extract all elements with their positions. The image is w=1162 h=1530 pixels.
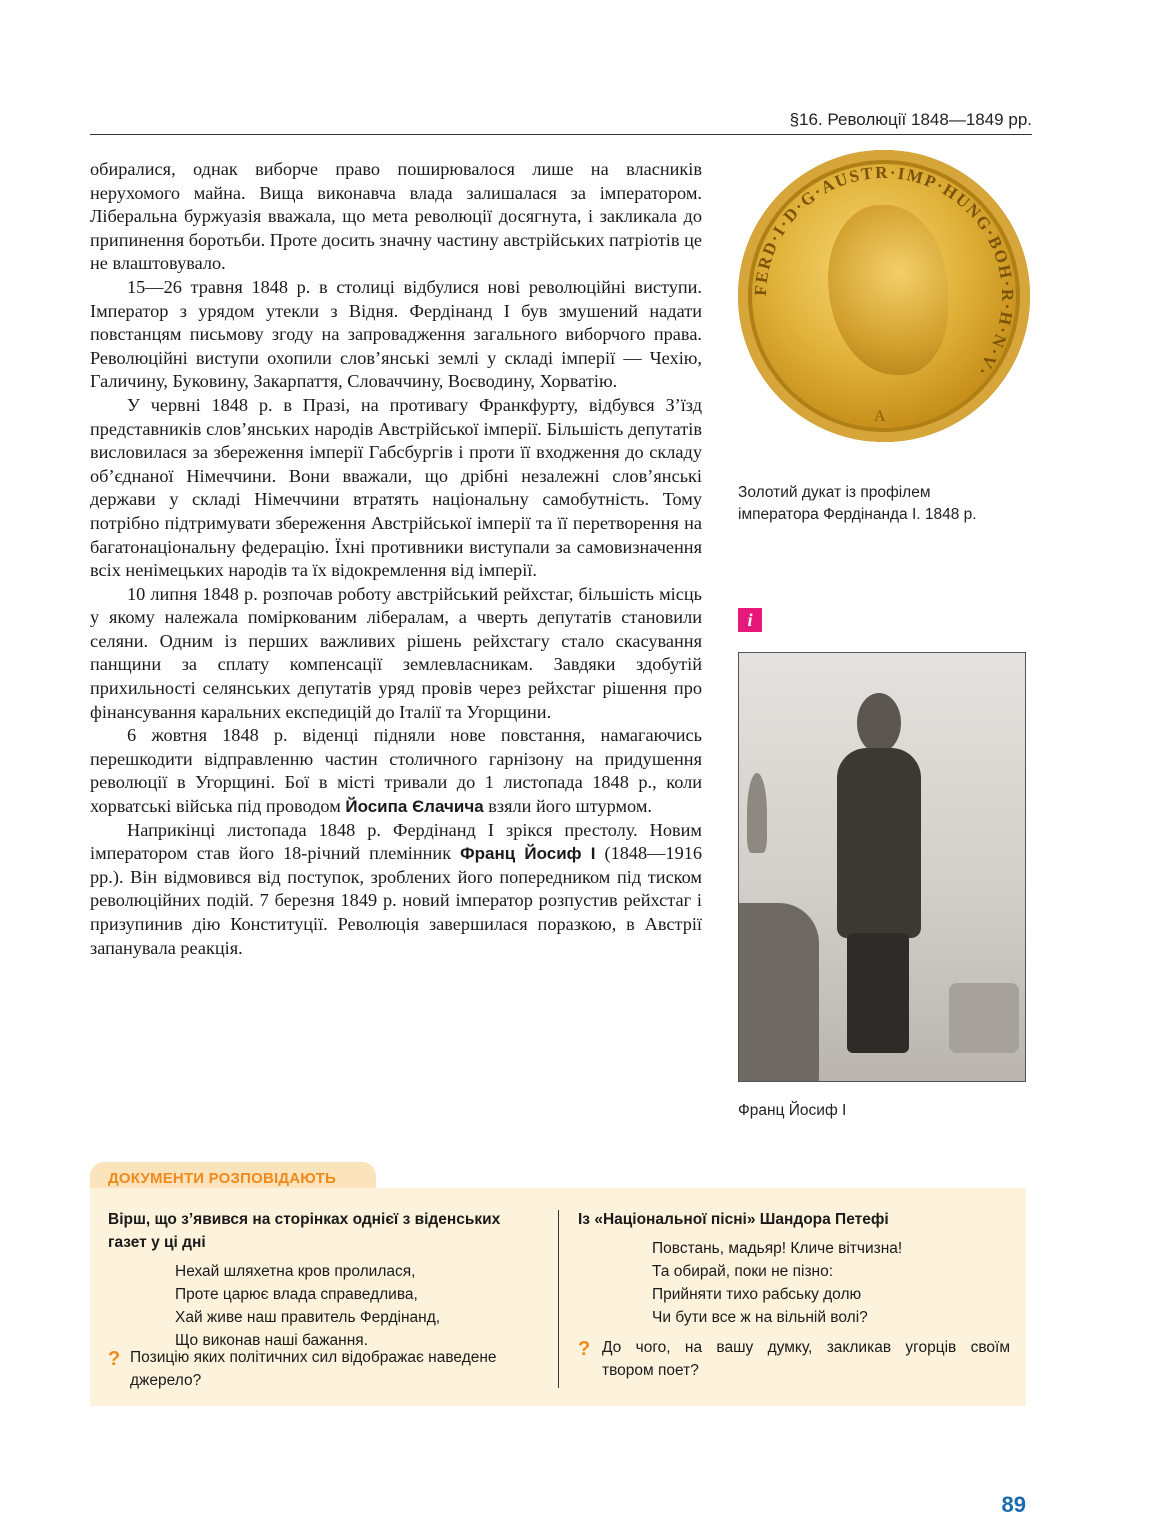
coin-mint-letter: A	[874, 408, 886, 425]
page-number: 89	[1001, 1492, 1026, 1517]
portrait-legs	[847, 933, 909, 1053]
left-poem-line: Проте царює влада справедлива,	[175, 1286, 418, 1303]
left-question-line-1: Позицію яких політичних сил відображає наведене	[130, 1349, 497, 1366]
paragraph-5-text-b: взяли його штурмом.	[483, 796, 652, 817]
paragraph-5-text-a: 6 жовтня 1848 р. віденці підняли нове повстання, намагаючись перешкодити відправленню частин столичного гарнізону на придушення революції в Угорщині. Бої в місті тривали до 1 листопада 1848 р., коли хорватські війська під проводом	[90, 725, 702, 817]
coin-caption-line-1: Золотий дукат із профілем	[738, 484, 931, 501]
paragraph-4: 10 липня 1848 р. розпочав роботу австрійський рейхстаг, більшість місць у якому належала поміркованим лібералам, а чверть депутатів становили селяни. Одним із перших важливих рішень рейхстагу стало скасування панщини за сплату компенсації землевласникам. Завдяки здобутій прихильності селянських депутатів уряд провів через рейхстаг рішення про фінансування каральних експедицій до Італії та Угорщини.	[90, 583, 702, 722]
paragraph-1: обиралися, однак виборче право поширювалося лише на власників нерухомого майна. Вища виконавча влада залишалася за імператором. Ліберальна буржуазія вважала, що мета революції досягнута, і закликала до припинення боротьби. Проте досить значну частину австрійських патріотів це не влаштовувало.	[90, 159, 702, 274]
paragraph-6-text-b: (1848—1916 рр.). Він відмовився від поступок, зроблених його попередником під тиском революційних подій. 7 березня 1849 р. новий імператор розпустив рейхстаг і призупинив дію Конституції. Революція завершилася поразкою, в Австрії запанувала реакція.	[90, 843, 702, 958]
left-doc-heading-line-2: газет у ці дні	[108, 1234, 206, 1251]
name-franz-joseph: Франц Йосиф І	[460, 844, 596, 864]
right-doc-heading: Із «Національної пісні» Шандора Петефі	[578, 1211, 889, 1228]
paragraph-3: У червні 1848 р. в Празі, на противагу Франкфурту, відбувся З’їзд представників слов’янських народів Австрійської імперії. Більшість депутатів висловилася за збереження імперії Габсбургів і проти її входження до складу об’єднаної Німеччини. Вони вважали, що дрібні незалежні слов’янські держави у складі Німеччини втратять національну самобутність. Тому потрібно підтримувати збереження Австрійської імперії та її перетворення на багатонаціональну федерацію. Їхні противники виступали за самовизначення всіх ненімецьких народів та їх відокремлення від імперії.	[90, 394, 702, 581]
left-question-line-2: джерело?	[130, 1372, 202, 1389]
left-doc-heading	[108, 1208, 548, 1254]
portrait-drapery	[739, 903, 819, 1082]
portrait-caption: Франц Йосиф І	[738, 1102, 847, 1119]
right-question	[602, 1336, 1010, 1382]
coin-caption-line-2: імператора Фердінанда І. 1848 р.	[738, 506, 977, 523]
question-mark-icon: ?	[578, 1338, 591, 1360]
paragraph-5	[90, 724, 702, 818]
documents-left-column	[108, 1208, 548, 1352]
paragraph-6	[90, 819, 702, 961]
left-poem	[175, 1260, 548, 1352]
left-poem-line: Хай живе наш правитель Фердінанд,	[175, 1309, 441, 1326]
question-mark-icon: ?	[108, 1348, 121, 1370]
portrait-head	[857, 693, 901, 753]
info-icon: i	[738, 608, 762, 632]
documents-divider	[558, 1210, 559, 1388]
left-poem-line: Нехай шляхетна кров пролилася,	[175, 1263, 416, 1280]
coin-caption	[738, 482, 977, 526]
documents-tab-label: ДОКУМЕНТИ РОЗПОВІДАЮТЬ	[108, 1170, 336, 1187]
paragraph-6-text-a: Наприкінці листопада 1848 р. Фердінанд I зрікся престолу. Новим імператором став його 18-річний племінник	[90, 819, 702, 864]
portrait-uniform	[837, 748, 921, 938]
main-text	[90, 158, 702, 960]
portrait-chair	[949, 983, 1019, 1053]
right-question-line-1: До чого, на вашу думку, закликав угорців своїм	[602, 1339, 1010, 1356]
gold-ducat-image	[738, 150, 1030, 442]
right-question-line-2: твором поет?	[602, 1362, 699, 1379]
right-poem-line: Та обирай, поки не пізно:	[652, 1263, 834, 1280]
header-rule	[90, 134, 1032, 135]
right-poem-line: Чи бути все ж на вільній волі?	[652, 1309, 868, 1326]
left-poem-line: Що виконав наші бажання.	[175, 1332, 368, 1349]
left-question	[130, 1346, 550, 1392]
right-poem-line: Повстань, мадьяр! Кличе вітчизна!	[652, 1240, 903, 1257]
portrait-plume	[747, 773, 767, 853]
running-header: §16. Революції 1848—1849 рр.	[789, 110, 1032, 129]
left-doc-heading-line-1: Вірш, що з’явився на сторінках однієї з віденських	[108, 1211, 501, 1228]
paragraph-2: 15—26 травня 1848 р. в столиці відбулися нові революційні виступи. Імператор з урядом утекли з Відня. Фердінанд I був змушений надати повстанцям письмову згоду на запровадження загального виборчого права. Революційні виступи охопили слов’янські землі у складі імперії — Чехію, Галичину, Буковину, Закарпаття, Словаччину, Воєводину, Хорватію.	[90, 276, 702, 392]
franz-joseph-portrait	[738, 652, 1026, 1082]
coin-legend-text: FERD·I·D·G·AUSTR·IMP·HUNG·BOH·R·H·N·V·	[750, 162, 1018, 381]
documents-right-column	[578, 1208, 1018, 1329]
right-poem	[652, 1237, 1018, 1329]
right-poem-line: Прийняти тихо рабську долю	[652, 1286, 862, 1303]
name-jelacic: Йосипа Єлачича	[345, 797, 484, 817]
